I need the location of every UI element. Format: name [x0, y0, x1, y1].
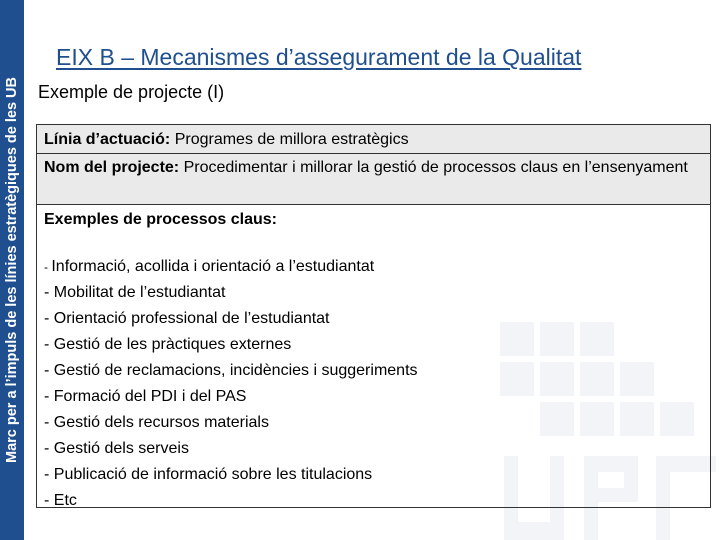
- nom-projecte-box: [36, 153, 711, 205]
- list-item: - Gestió dels recursos materials: [44, 414, 269, 431]
- linia-label: Línia d’actuació:: [44, 131, 171, 148]
- side-band: [0, 0, 24, 540]
- slide-title: EIX B – Mecanismes d’assegurament de la Qualitat: [56, 44, 582, 70]
- slide-subtitle: Exemple de projecte (I): [38, 82, 225, 102]
- projecte-value: Procedimentar i millorar la gestió de processos claus en l’ensenyament: [179, 159, 688, 176]
- side-label: Marc per a l’impuls de les línies estratègiques de les UB: [4, 77, 20, 464]
- list-item: - Formació del PDI i del PAS: [44, 388, 247, 405]
- list-item: - Gestió de reclamacions, incidències i suggeriments: [44, 362, 418, 379]
- exemples-heading: Exemples de processos claus:: [44, 211, 277, 228]
- linia-value: Programes de millora estratègics: [170, 131, 409, 148]
- list-item: - Gestió de les pràctiques externes: [44, 336, 292, 353]
- list-item: - Etc: [44, 492, 77, 509]
- exemples-list: [44, 254, 703, 514]
- list-item: - Gestió dels serveis: [44, 440, 189, 457]
- exemples-box: [36, 204, 711, 508]
- linia-actuacio-box: [36, 124, 711, 154]
- list-item: - Mobilitat de l’estudiantat: [44, 284, 226, 301]
- list-item: - Informació, acollida i orientació a l’estudiantat: [44, 258, 375, 275]
- projecte-label: Nom del projecte:: [44, 159, 180, 176]
- list-item: - Orientació professional de l’estudiantat: [44, 310, 330, 327]
- list-item: - Publicació de informació sobre les titulacions: [44, 466, 373, 483]
